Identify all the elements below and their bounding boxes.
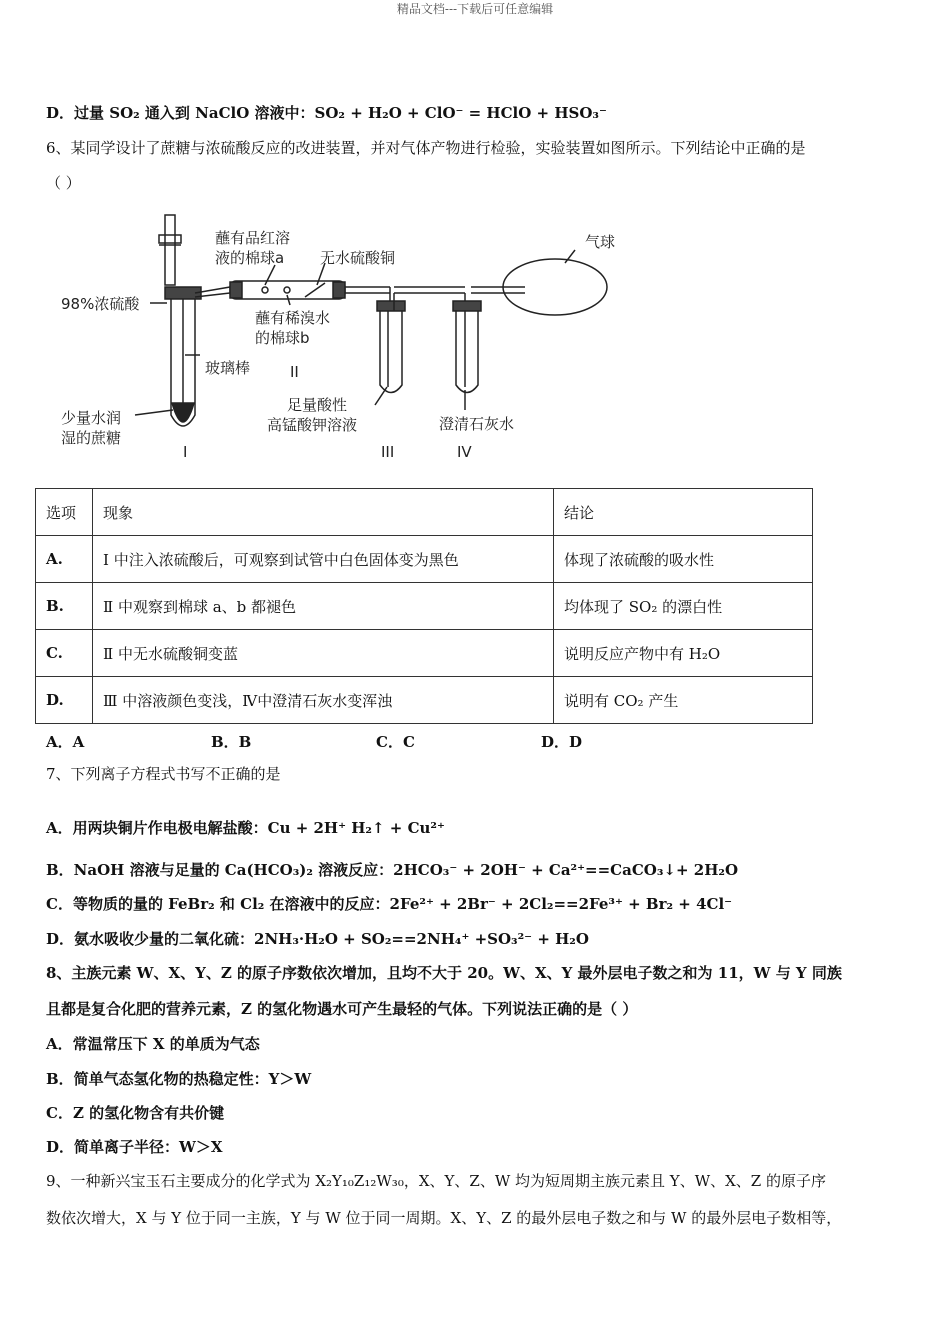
choice-a: A．A bbox=[46, 733, 85, 751]
q8-option-b: B．简单气态氢化物的热稳定性：Y＞W bbox=[46, 1070, 312, 1088]
label-iv: IV bbox=[457, 443, 472, 461]
q8-option-d: D．简单离子半径：W＞X bbox=[46, 1138, 223, 1156]
label-cotton-a-1: 蘸有品红溶 bbox=[215, 229, 291, 247]
label-iii: III bbox=[381, 443, 395, 461]
row-phenomenon: Ⅰ 中注入浓硫酸后，可观察到试管中白色固体变为黑色 bbox=[93, 536, 554, 583]
row-conclusion: 说明有 CO₂ 产生 bbox=[554, 677, 813, 724]
label-glass-rod: 玻璃棒 bbox=[205, 359, 251, 377]
q6-stem-line1: 6、某同学设计了蔗糖与浓硫酸反应的改进装置，并对气体产物进行检验，实验装置如图所示。下列结论中正确的是 bbox=[46, 139, 806, 157]
label-sugar-2: 湿的蔗糖 bbox=[61, 429, 122, 447]
label-kmno4-2: 高锰酸钾溶液 bbox=[267, 416, 358, 434]
label-kmno4-1: 足量酸性 bbox=[287, 396, 348, 414]
q8-option-c: C．Z 的氢化物含有共价键 bbox=[46, 1104, 225, 1122]
page-header: 精品文档---下载后可任意编辑 bbox=[396, 2, 554, 16]
q8-option-a: A．常温常压下 X 的单质为气态 bbox=[46, 1035, 260, 1053]
header-conclusion: 结论 bbox=[554, 489, 813, 536]
q8-stem-line2: 且都是复合化肥的营养元素，Z 的氢化物遇水可产生最轻的气体。下列说法正确的是（ ） bbox=[46, 1000, 638, 1018]
q7-option-d: D．氨水吸收少量的二氧化硫：2NH₃·H₂O + SO₂==2NH₄⁺ +SO₃²⁻ + H₂O bbox=[46, 930, 589, 948]
row-option: D. bbox=[36, 677, 93, 724]
label-cuso4: 无水硫酸铜 bbox=[320, 249, 396, 267]
row-option: C. bbox=[36, 630, 93, 677]
q7-stem: 7、下列离子方程式书写不正确的是 bbox=[46, 765, 281, 783]
q5-option-d: D．过量 SO₂ 通入到 NaClO 溶液中：SO₂ + H₂O + ClO⁻ = HClO + HSO₃⁻ bbox=[46, 104, 607, 122]
label-cotton-a-2: 液的棉球a bbox=[215, 249, 285, 267]
row-option: B. bbox=[36, 583, 93, 630]
q7-option-c: C．等物质的量的 FeBr₂ 和 Cl₂ 在溶液中的反应：2Fe²⁺ + 2Br⁻ + 2Cl₂==2Fe³⁺ + Br₂ + 4Cl⁻ bbox=[46, 895, 733, 913]
apparatus-figure bbox=[55, 205, 615, 475]
label-cotton-b-1: 蘸有稀溴水 bbox=[255, 309, 331, 327]
table-row bbox=[36, 677, 813, 724]
row-phenomenon: Ⅲ 中溶液颜色变浅，Ⅳ中澄清石灰水变浑浊 bbox=[93, 677, 554, 724]
header-option: 选项 bbox=[36, 489, 93, 536]
choice-d: D．D bbox=[541, 733, 583, 751]
table-header-row bbox=[36, 489, 813, 536]
table-row bbox=[36, 536, 813, 583]
row-phenomenon: Ⅱ 中无水硫酸铜变蓝 bbox=[93, 630, 554, 677]
row-option: A. bbox=[36, 536, 93, 583]
row-conclusion: 体现了浓硫酸的吸水性 bbox=[554, 536, 813, 583]
q6-stem-line2: （ ） bbox=[46, 174, 81, 192]
row-phenomenon: Ⅱ 中观察到棉球 a、b 都褪色 bbox=[93, 583, 554, 630]
label-sugar-1: 少量水润 bbox=[61, 409, 122, 427]
q6-choices bbox=[46, 731, 706, 752]
q7-option-b: B．NaOH 溶液与足量的 Ca(HCO₃)₂ 溶液反应：2HCO₃⁻ + 2OH⁻ + Ca²⁺==CaCO₃↓+ 2H₂O bbox=[46, 861, 739, 879]
label-conc-acid: 98%浓硫酸 bbox=[61, 295, 140, 313]
table-row bbox=[36, 583, 813, 630]
header-phenomenon: 现象 bbox=[93, 489, 554, 536]
q9-stem-line1: 9、一种新兴宝玉石主要成分的化学式为 X₂Y₁₀Z₁₂W₃₀，X、Y、Z、W 均为短周期主族元素且 Y、W、X、Z 的原子序 bbox=[46, 1172, 826, 1190]
choice-c: C．C bbox=[376, 733, 415, 751]
q9-stem-line2: 数依次增大，X 与 Y 位于同一主族，Y 与 W 位于同一周期。X、Y、Z 的最外层电子数之和与 W 的最外层电子数相等， bbox=[46, 1209, 842, 1227]
choice-b: B．B bbox=[211, 733, 252, 751]
label-i: I bbox=[183, 443, 188, 461]
label-limewater: 澄清石灰水 bbox=[439, 415, 515, 433]
label-ii: II bbox=[290, 363, 299, 381]
row-conclusion: 均体现了 SO₂ 的漂白性 bbox=[554, 583, 813, 630]
label-balloon: 气球 bbox=[585, 233, 615, 251]
table-row bbox=[36, 630, 813, 677]
q8-stem-line1: 8、主族元素 W、X、Y、Z 的原子序数依次增加，且均不大于 20。W、X、Y 最外层电子数之和为 11，W 与 Y 同族 bbox=[46, 964, 842, 982]
row-conclusion: 说明反应产物中有 H₂O bbox=[554, 630, 813, 677]
q7-option-a: A．用两块铜片作电极电解盐酸：Cu + 2H⁺ H₂↑ + Cu²⁺ bbox=[46, 819, 445, 837]
q6-options-table bbox=[35, 488, 813, 724]
label-cotton-b-2: 的棉球b bbox=[255, 329, 310, 347]
